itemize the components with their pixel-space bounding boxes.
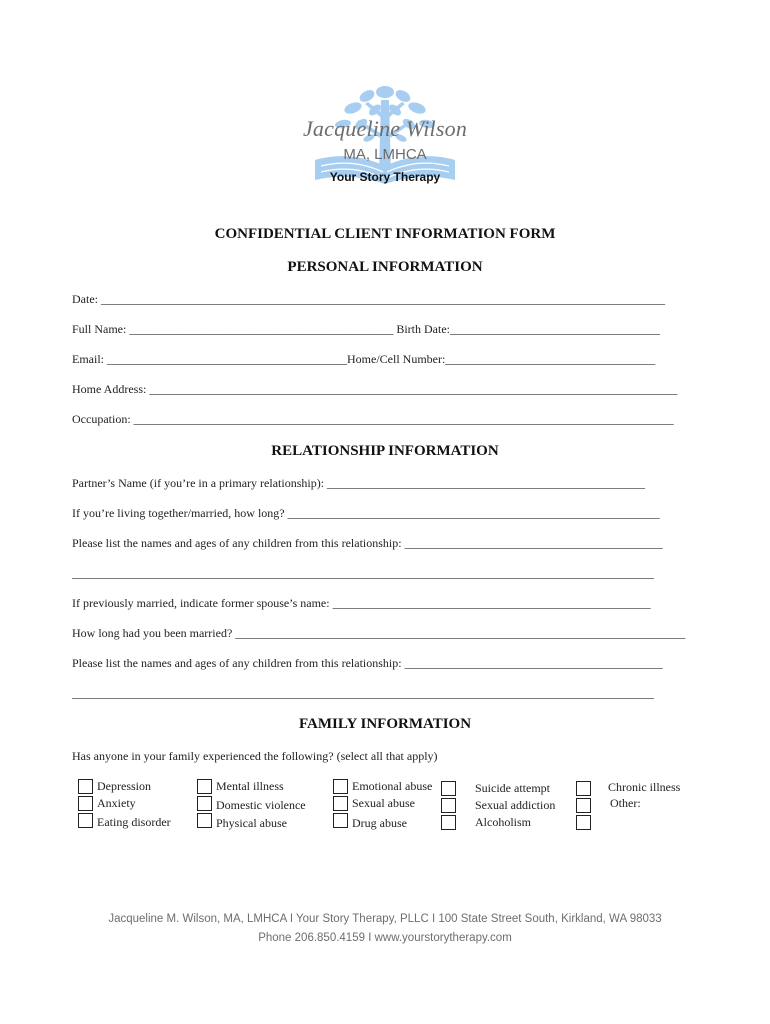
checkbox-sexual-addiction[interactable] — [441, 798, 456, 813]
partner-name-field[interactable]: Partner’s Name (if you’re in a primary relationship): _____________________________________________________ — [72, 476, 646, 490]
checkbox-depression[interactable] — [78, 779, 93, 794]
form-title: CONFIDENTIAL CLIENT INFORMATION FORM — [214, 226, 556, 242]
checkbox-drug-abuse[interactable] — [333, 813, 348, 828]
label-alcoholism: Alcoholism — [475, 815, 531, 829]
checkbox-anxiety[interactable] — [78, 796, 93, 811]
date-field[interactable]: Date: ______________________________________________________________________________________________ — [72, 292, 665, 306]
former-spouse-field[interactable]: If previously married, indicate former spouse’s name: _____________________________________________________ — [72, 596, 651, 610]
footer-contact: Phone 206.850.4159 I www.yourstorytherapy.com — [258, 932, 512, 944]
label-sexual-addiction: Sexual addiction — [475, 798, 556, 812]
family-question: Has anyone in your family experienced the following? (select all that apply) — [72, 749, 438, 763]
label-chronic-illness: Chronic illness — [608, 780, 681, 794]
logo-tagline: Your Story Therapy — [329, 170, 441, 184]
label-anxiety: Anxiety — [97, 796, 136, 810]
label-domestic-violence: Domestic violence — [216, 798, 306, 812]
checkbox-eating-disorder[interactable] — [78, 813, 93, 828]
label-sexual-abuse: Sexual abuse — [352, 796, 415, 810]
footer-address: Jacqueline M. Wilson, MA, LMHCA I Your Story Therapy, PLLC I 100 State Street South, Kirkland, WA 98033 — [108, 913, 662, 925]
checkbox-chronic-illness[interactable] — [576, 781, 591, 796]
name-birthdate-field[interactable]: Full Name: ____________________________________________ Birth Date:___________________________________ — [72, 322, 660, 336]
living-together-field[interactable]: If you’re living together/married, how long? ______________________________________________________________ — [72, 506, 660, 520]
checkbox-emotional-abuse[interactable] — [333, 779, 348, 794]
occupation-field[interactable]: Occupation: __________________________________________________________________________________________ — [72, 412, 674, 426]
personal-heading: PERSONAL INFORMATION — [287, 259, 483, 275]
checkbox-blank[interactable] — [576, 815, 591, 830]
logo-name: Jacqueline Wilson — [302, 116, 468, 141]
checkbox-mental-illness[interactable] — [197, 779, 212, 794]
relationship-heading: RELATIONSHIP INFORMATION — [271, 443, 499, 459]
label-drug-abuse: Drug abuse — [352, 816, 407, 830]
marriage-length-field[interactable]: How long had you been married? ___________________________________________________________________________ — [72, 626, 686, 640]
label-emotional-abuse: Emotional abuse — [352, 779, 433, 793]
children-former-field-cont[interactable]: _________________________________________________________________________________________________ — [72, 686, 654, 700]
checkbox-domestic-violence[interactable] — [197, 796, 212, 811]
checkbox-sexual-abuse[interactable] — [333, 796, 348, 811]
label-physical-abuse: Physical abuse — [216, 816, 287, 830]
home-address-field[interactable]: Home Address: ________________________________________________________________________________________ — [72, 382, 678, 396]
checkbox-other[interactable] — [576, 798, 591, 813]
label-mental-illness: Mental illness — [216, 779, 284, 793]
children-current-field[interactable]: Please list the names and ages of any children from this relationship: ___________________________________________ — [72, 536, 663, 550]
label-eating-disorder: Eating disorder — [97, 815, 171, 829]
children-former-field[interactable]: Please list the names and ages of any children from this relationship: ___________________________________________ — [72, 656, 663, 670]
practice-logo — [295, 80, 475, 192]
label-depression: Depression — [97, 779, 151, 793]
checkbox-physical-abuse[interactable] — [197, 813, 212, 828]
children-current-field-cont[interactable]: _________________________________________________________________________________________________ — [72, 566, 654, 580]
label-suicide-attempt: Suicide attempt — [475, 781, 550, 795]
checkbox-suicide-attempt[interactable] — [441, 781, 456, 796]
label-other: Other: — [610, 796, 641, 810]
email-phone-field[interactable]: Email: ________________________________________Home/Cell Number:___________________________________ — [72, 352, 656, 366]
logo-credentials: MA, LMHCA — [343, 146, 427, 163]
checkbox-alcoholism[interactable] — [441, 815, 456, 830]
family-heading: FAMILY INFORMATION — [298, 716, 472, 732]
